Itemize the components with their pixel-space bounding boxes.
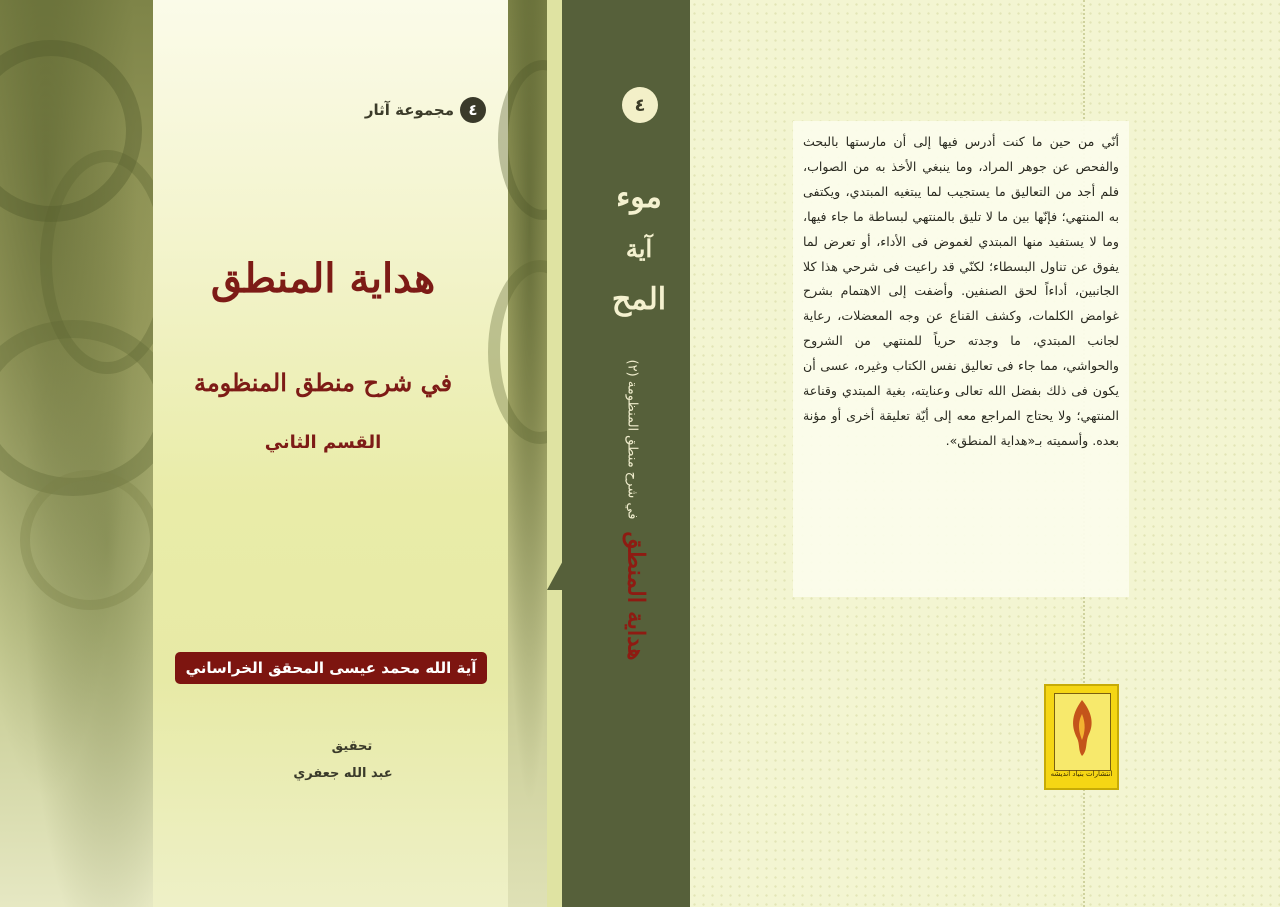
series-label — [365, 97, 486, 123]
spine-number-badge: ٤ — [622, 87, 658, 123]
book-subtitle: في شرح منطق المنظومة — [193, 368, 453, 397]
spine-word-3: المح — [611, 282, 667, 317]
edit-label: تحقيق — [331, 739, 373, 754]
author-banner: آية الله محمد عيسى المحقق الخراساني — [175, 652, 487, 684]
spine-title-main: هداية المنطق — [622, 531, 650, 661]
spine-word-1: موء — [616, 180, 662, 215]
series-label-text: مجموعة آثار — [364, 101, 454, 119]
spine-word-2: آية — [625, 234, 653, 263]
editor-name: عبد الله جعفري — [293, 766, 393, 781]
spine-title — [623, 360, 650, 661]
series-number-badge: ٤ — [460, 97, 486, 123]
blurb-text: أنّي من حين ما كنت أدرس فيها إلى أن مارستها بالبحث والفحص عن جوهر المراد، وما ينبغي الأخذ به من الصواب، فلم أجد من التعاليق ما يستجيب لما يبتغيه المبتدي، ويكتفى به المنتهي؛ فإنّها بين ما لا تليق بالمنتهي لبساطة ما جاء فيها، وما لا يستفيد منها المبتدي لغموض فى الأداء، أو تعرض لما يفوق عن تناول البسطاء؛ لكنّي قد راعيت فى شرحي هذا كلا الجانبين، أداءاً لحق الصنفين. وأضفت إلى الاهتمام بشرح غوامض الكلمات، وكشف القناع عن وجه المعضلات، رعاية لجانب المبتدي، ما وجدته حرياً للمنتهي من الشروح والحواشي، مما جاء فى تعاليق نفس الكتاب وغيره، عسى أن يكون فى ذلك بفضل الله تعالى وعنايته، بغية المبتدي وقناعة المنتهي؛ ولا يحتاج المراجع معه إلى أيّة تعليقة أخرى أو مؤنة بعده. وأسميته بـ«هداية المنطق». — [803, 134, 1119, 448]
left-flap-calligraphy-panel — [0, 0, 153, 907]
book-title: هداية المنطق — [210, 255, 436, 302]
flame-icon — [1054, 693, 1111, 771]
spine-title-sub: في شرح منطق المنظومة (٢) — [624, 359, 640, 520]
front-cover — [153, 0, 508, 907]
publisher-name: انتشارات بنیاد اندیشه — [1050, 770, 1113, 778]
spine-light-tab — [547, 0, 562, 907]
book-part: القسم الثاني — [264, 432, 382, 453]
